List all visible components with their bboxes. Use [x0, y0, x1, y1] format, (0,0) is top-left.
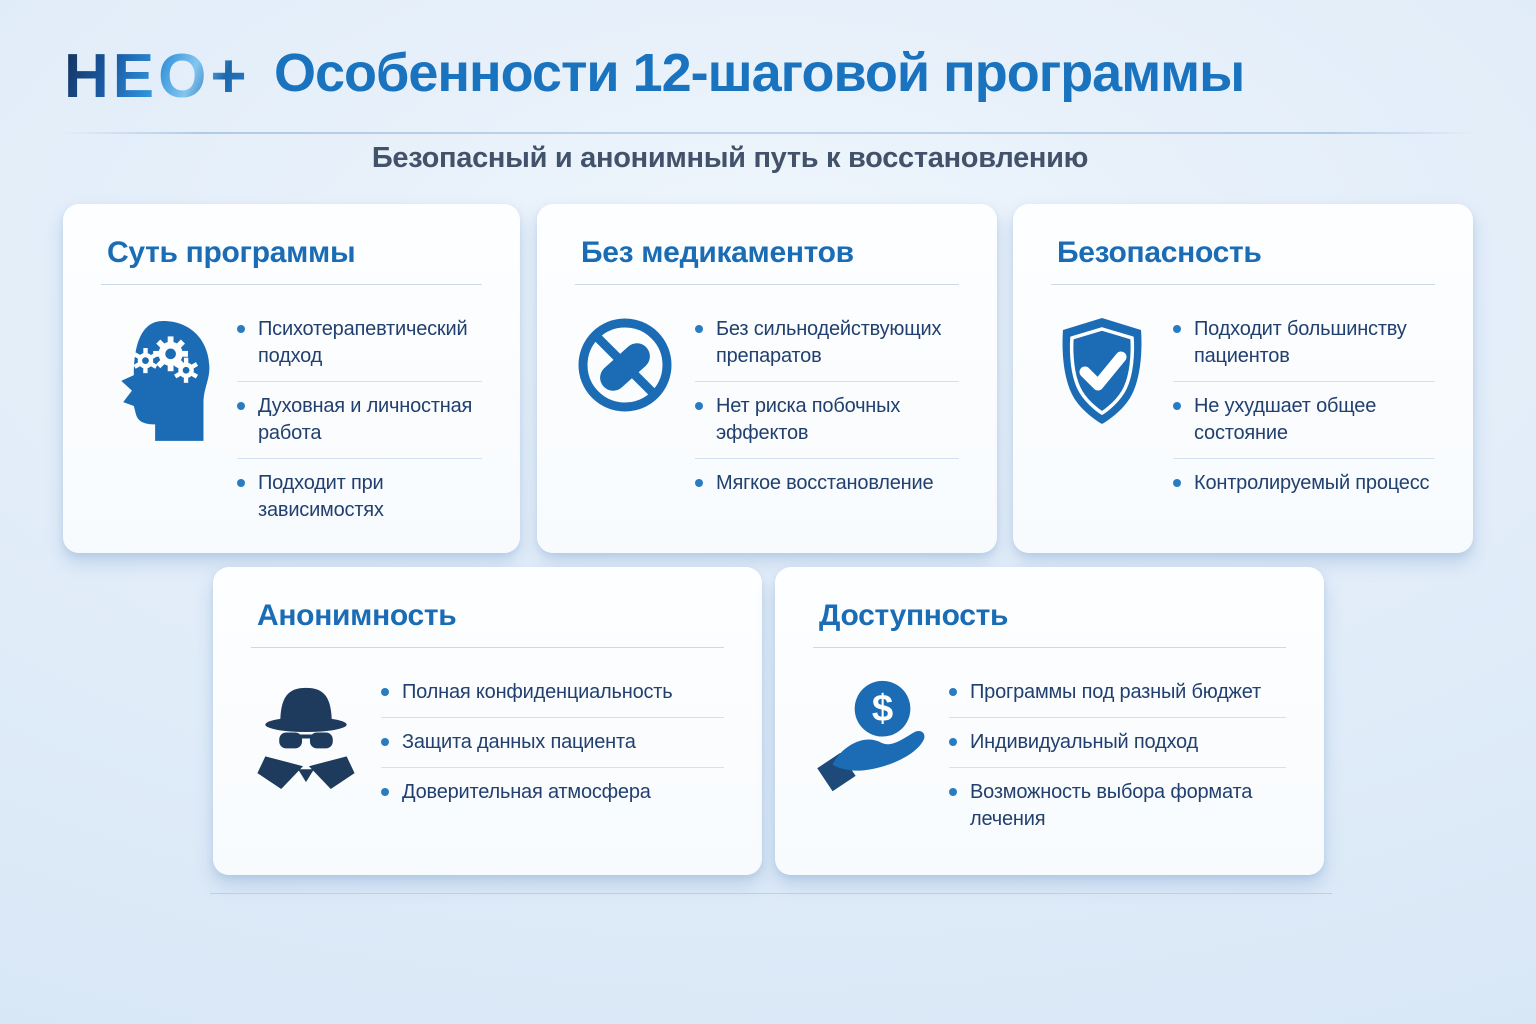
bullet-text: Подходит большинству пациентов [1194, 318, 1407, 367]
card-title: Суть программы [107, 236, 356, 269]
bullet-dot [1173, 325, 1181, 333]
bullet-text: Психотерапевтический подход [258, 318, 468, 367]
bullet-dot [1173, 479, 1181, 487]
bullet-list [381, 668, 724, 817]
bullet-list [1173, 305, 1435, 508]
bullet-text: Духовная и личностная работа [258, 395, 473, 444]
card-title-divider [813, 647, 1286, 648]
list-item [695, 305, 959, 381]
bullet-dot [381, 788, 389, 796]
bullet-dot [695, 325, 703, 333]
bullet-dot [237, 402, 245, 410]
bullet-text: Программы под разный бюджет [970, 681, 1261, 703]
card-affordability [775, 567, 1324, 875]
list-item [381, 718, 724, 767]
bullet-text: Без сильнодействующих препаратов [716, 318, 942, 367]
bullet-text: Доверительная атмосфера [402, 781, 651, 803]
svg-text:$: $ [871, 687, 894, 731]
card-program-essence [63, 204, 520, 553]
list-item [949, 718, 1286, 767]
bullet-dot [695, 479, 703, 487]
card-safety [1013, 204, 1473, 553]
bullet-text: Мягкое восстановление [716, 472, 934, 494]
list-item [381, 768, 724, 817]
bullet-list [695, 305, 959, 508]
card-title: Без медикаментов [581, 236, 854, 269]
bullet-dot [949, 788, 957, 796]
list-item [381, 668, 724, 717]
bullet-list [237, 305, 482, 535]
shield-check-icon [1051, 315, 1153, 432]
card-title: Анонимность [257, 599, 457, 632]
list-item [949, 768, 1286, 844]
bullet-dot [237, 325, 245, 333]
list-item [695, 382, 959, 458]
no-pills-icon [575, 315, 675, 420]
bullet-dot [237, 479, 245, 487]
page-subtitle: Безопасный и анонимный путь к восстановлению [371, 142, 1089, 174]
list-item [237, 305, 482, 381]
card-anonymity [213, 567, 762, 875]
list-item [949, 668, 1286, 717]
bullet-text: Индивидуальный подход [970, 731, 1198, 753]
card-title-divider [575, 284, 959, 285]
card-title-divider [251, 647, 724, 648]
bullet-dot [695, 402, 703, 410]
header-divider [58, 132, 1476, 134]
bullet-list [949, 668, 1286, 844]
list-item [1173, 459, 1435, 508]
card-title: Доступность [819, 599, 1009, 632]
bullet-text: Возможность выбора формата лечения [970, 781, 1253, 830]
head-gears-icon [101, 315, 217, 446]
footer-divider [210, 893, 1332, 894]
list-item [1173, 382, 1435, 458]
list-item [695, 459, 959, 508]
bullet-dot [381, 688, 389, 696]
bullet-text: Контролируемый процесс [1194, 472, 1430, 494]
page-title: Особенности 12-шаговой программы [274, 43, 1245, 103]
list-item [1173, 305, 1435, 381]
bullet-text: Не ухудшает общее состояние [1194, 395, 1377, 444]
list-item [237, 382, 482, 458]
bullet-dot [1173, 402, 1181, 410]
bullet-dot [949, 688, 957, 696]
card-title-divider [101, 284, 482, 285]
spy-icon [251, 678, 361, 797]
list-item [237, 459, 482, 535]
card-title-divider [1051, 284, 1435, 285]
bullet-dot [949, 738, 957, 746]
bullet-text: Нет риска побочных эффектов [716, 395, 901, 444]
bullet-text: Подходит при зависимостях [258, 472, 384, 521]
neo-plus-logo: НЕО+ [64, 42, 251, 111]
bullet-dot [381, 738, 389, 746]
bullet-text: Полная конфиденциальность [402, 681, 673, 703]
bullet-text: Защита данных пациента [402, 731, 636, 753]
card-title: Безопасность [1057, 236, 1262, 269]
dollar-hand-icon [813, 678, 929, 803]
card-no-medications [537, 204, 997, 553]
